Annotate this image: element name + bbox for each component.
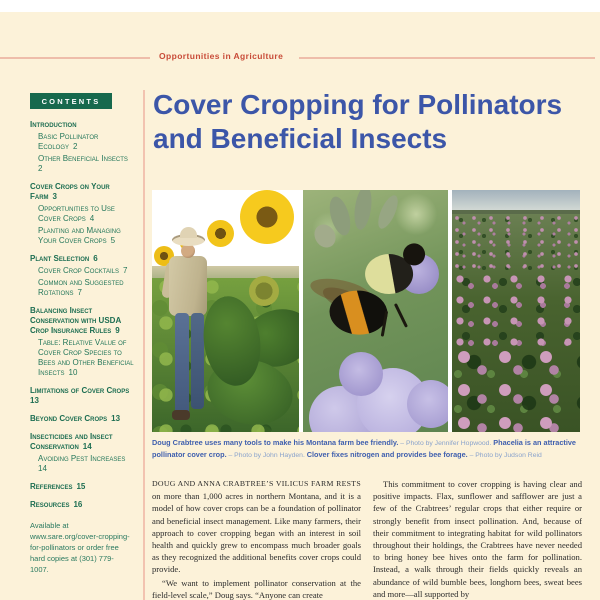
- farmer-face-shape: [181, 244, 195, 258]
- sky-shape: [452, 190, 580, 212]
- contents-heading: CONTENTS: [41, 96, 101, 106]
- farmer-leg-shape: [191, 313, 204, 409]
- toc-entry: Introduction: [30, 120, 77, 129]
- paragraph-text: on more than 1,000 acres in northern Montana, and it is a model of how cover crops can be a foundation of pollinator and beneficial insect management. Like many farmers, their approach to cover cropping began with an interest in soil health and quickly grew to encompass much broader goals as they recognized the additional benefits cover crops could provide.: [152, 491, 361, 575]
- toc-entry: Opportunities to Use Cover Crops 4: [38, 204, 115, 223]
- phacelia-bloom-shape: [339, 352, 383, 396]
- article-column-right: [373, 477, 582, 600]
- title-accent-line: [143, 90, 145, 600]
- photo-clover-field: [452, 190, 580, 432]
- bee-abdomen-shape: [328, 289, 389, 337]
- article-body: [152, 477, 582, 600]
- phacelia-bloom-shape: [407, 380, 448, 428]
- photo-credit: – Photo by Judson Reid: [467, 452, 542, 459]
- page-background: [0, 12, 600, 600]
- bee-leg-shape: [394, 303, 408, 328]
- header-rule-right: [299, 57, 595, 59]
- farmer-hat-crown-shape: [180, 227, 197, 238]
- toc-entry: Common and Suggested Rotations 7: [38, 278, 124, 297]
- sunflower-shape: [240, 190, 294, 244]
- photo-caption: [152, 437, 580, 461]
- toc-entry: References 15: [30, 482, 86, 491]
- article-column-left: [152, 477, 361, 600]
- toc-entry: Basic Pollinator Ecology 2: [38, 132, 99, 151]
- sunflower-shape: [207, 220, 234, 247]
- toc-entry: Other Beneficial Insects 2: [38, 154, 132, 173]
- toc-entry: Balancing Insect Conservation with USDA Crop Insurance Rules 9: [30, 306, 121, 335]
- clover-blooms-near: [452, 346, 580, 432]
- toc-entry: Insecticides and Insect Conservation 14: [30, 432, 113, 451]
- toc-entry: Cover Crop Cocktails 7: [38, 266, 128, 275]
- farmer-boot-shape: [172, 410, 190, 420]
- photo-credit: – Photo by Jennifer Hopwood.: [398, 440, 494, 447]
- toc-entry: Limitations of Cover Crops 13: [30, 386, 134, 405]
- toc-entry: Planting and Managing Your Cover Crops 5: [38, 226, 121, 245]
- paragraph: [152, 477, 361, 576]
- toc-entry: Resources 16: [30, 500, 83, 509]
- toc-list: [30, 120, 134, 510]
- toc-entry: Plant Selection 6: [30, 254, 98, 263]
- photo-strip: [152, 190, 580, 432]
- paragraph: This commitment to cover cropping is having clear and positive impacts. Flax, sunflower and safflower are just a few of the Crabtrees’ regular crops that either require or strongly benefit from insect pollination. And, because of their commitment to integrating habitat for wild pollinators throughout their holdings, the Crabtrees have never needed to bring honey bee hives onto the farm for pollination. Instead, a walk through their fields quickly reveals an abundance of wild bumble bees, longhorn bees, sweat bees and more—all supported by: [373, 479, 582, 599]
- caption-text: Doug Crabtree uses many tools to make his Montana farm bee friendly.: [152, 438, 399, 447]
- clover-blooms-distant: [452, 214, 580, 272]
- farmer-leg-shape: [175, 313, 189, 415]
- toc-entry: Table: Relative Value of Cover Crop Species to Bees and Other Beneficial Insects 10: [38, 338, 134, 377]
- photo-farmer-sunflower-field: [152, 190, 299, 432]
- toc-entry: Cover Crops on Your Farm 3: [30, 182, 110, 201]
- lead-in-text: DOUG AND ANNA CRABTREE’S VILICUS FARM RESTS: [152, 479, 361, 488]
- availability-note: Available at www.sare.org/cover-cropping-for-pollinators or order free hard copies at (301) 779-1007.: [30, 521, 130, 574]
- series-label: Opportunities in Agriculture: [159, 51, 284, 61]
- toc-entry: Beyond Cover Crops 13: [30, 414, 121, 423]
- photo-credit: – Photo by John Hayden.: [226, 452, 307, 459]
- clover-blooms-middle: [452, 272, 580, 346]
- contents-heading-box: [30, 93, 112, 109]
- header-rule-left: [0, 57, 150, 59]
- photo-bee-on-phacelia: [303, 190, 448, 432]
- sunflower-seedhead-shape: [249, 276, 279, 306]
- toc-entry: Avoiding Pest Increases 14: [38, 454, 130, 473]
- caption-text: Phacelia is an attractive pollinator cover crop.: [152, 438, 576, 459]
- page-title: Cover Cropping for Pollinators and Beneficial Insects: [153, 89, 563, 154]
- farmer-shirt-shape: [169, 256, 207, 316]
- caption-text: Clover fixes nitrogen and provides bee forage.: [306, 450, 468, 459]
- paragraph: “We want to implement pollinator conservation at the field-level scale,” Doug says. “Anyone can create: [152, 577, 361, 600]
